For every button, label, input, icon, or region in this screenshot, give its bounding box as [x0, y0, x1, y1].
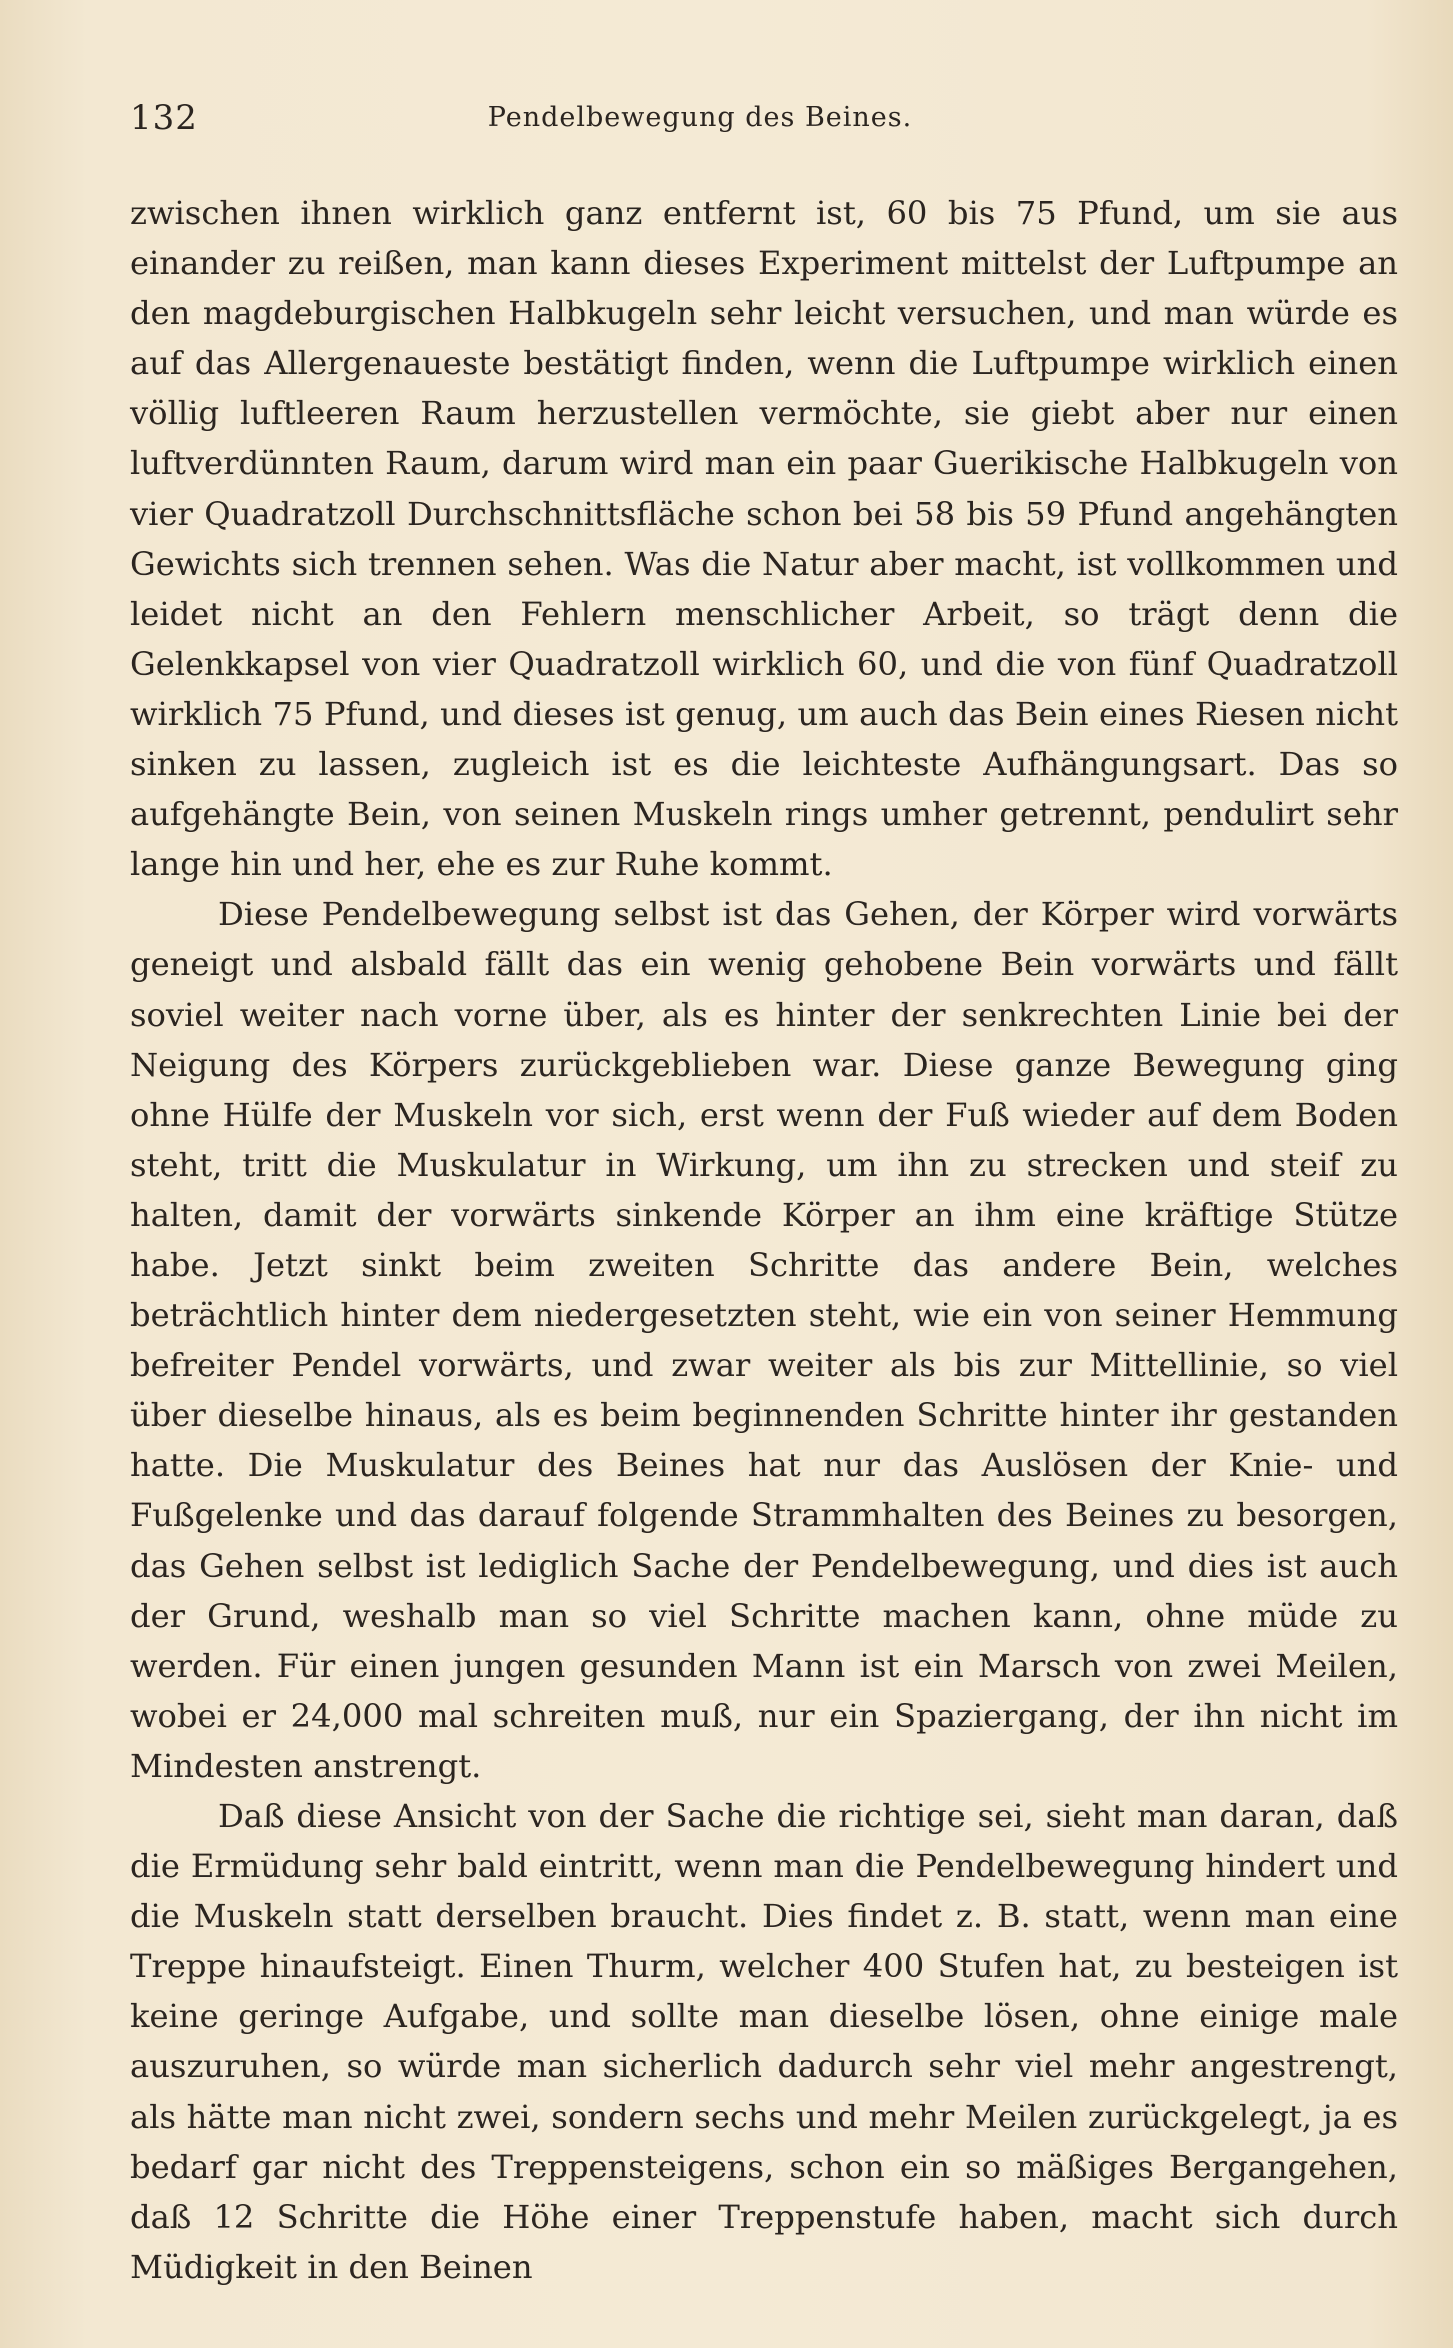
paragraph-2: Diese Pendelbewegung selbst ist das Gehen, der Körper wird vorwärts geneigt und alsbald fällt das ein wenig gehobene Bein vorwärts und fällt soviel weiter nach vorne über, als es hinter der senkrechten Linie bei der Neigung des Körpers zurückgeblieben war. Diese ganze Bewegung ging ohne Hülfe der Muskeln vor sich, erst wenn der Fuß wieder auf dem Boden steht, tritt die Muskulatur in Wirkung, um ihn zu strecken und steif zu halten, damit der vorwärts sinkende Körper an ihm eine kräftige Stütze habe. Jetzt sinkt beim zweiten Schritte das andere Bein, welches beträchtlich hinter dem niedergesetzten steht, wie ein von seiner Hemmung befreiter Pendel vorwärts, und zwar weiter als bis zur Mittellinie, so viel über dieselbe hinaus, als es beim beginnenden Schritte hinter ihr gestanden hatte. Die Muskulatur des Beines hat nur das Auslösen der Knie- und Fußgelenke und das darauf folgende Strammhalten des Beines zu besorgen, das Gehen selbst ist lediglich Sache der Pendelbewegung, und dies ist auch der Grund, weshalb man so viel Schritte machen kann, ohne müde zu werden. Für einen jungen gesunden Mann ist ein Marsch von zwei Meilen, wobei er 24,000 mal schreiten muß, nur ein Spaziergang, der ihn nicht im Mindesten anstrengt. [130, 895, 1398, 1785]
page-header [130, 98, 1400, 158]
running-title: Pendelbewegung des Beines. [487, 102, 913, 133]
paragraph-3: Daß diese Ansicht von der Sache die richtige sei, sieht man daran, daß die Ermüdung sehr bald eintritt, wenn man die Pendelbewegung hindert und die Muskeln statt derselben braucht. Dies findet z. B. statt, wenn man eine Treppe hinaufsteigt. Einen Thurm, welcher 400 Stufen hat, zu besteigen ist keine geringe Aufgabe, und sollte man dieselbe lösen, ohne einige male auszuruhen, so würde man sicherlich dadurch sehr viel mehr angestrengt, als hätte man nicht zwei, sondern sechs und mehr Meilen zurückgelegt, ja es bedarf gar nicht des Treppensteigens, schon ein so mäßiges Bergangehen, daß 12 Schritte die Höhe einer Treppenstufe haben, macht sich durch Müdigkeit in den Beinen [130, 1797, 1398, 2286]
page-number: 132 [130, 98, 198, 138]
body-text [130, 188, 1398, 2292]
paragraph-1: zwischen ihnen wirklich ganz entfernt ist, 60 bis 75 Pfund, um sie aus einander zu reißen, man kann dieses Experiment mittelst der Luftpumpe an den magdeburgischen Halbkugeln sehr leicht versuchen, und man würde es auf das Allergenaueste bestätigt finden, wenn die Luftpumpe wirklich einen völlig luftleeren Raum herzustellen vermöchte, sie giebt aber nur einen luftverdünnten Raum, darum wird man ein paar Guerikische Halbkugeln von vier Quadratzoll Durchschnittsfläche schon bei 58 bis 59 Pfund angehängten Gewichts sich trennen sehen. Was die Natur aber macht, ist vollkommen und leidet nicht an den Fehlern menschlicher Arbeit, so trägt denn die Gelenkkapsel von vier Quadratzoll wirklich 60, und die von fünf Quadratzoll wirklich 75 Pfund, und dieses ist genug, um auch das Bein eines Riesen nicht sinken zu lassen, zugleich ist es die leichteste Aufhängungsart. Das so aufgehängte Bein, von seinen Muskeln rings umher getrennt, pendulirt sehr lange hin und her, ehe es zur Ruhe kommt. [130, 194, 1398, 884]
